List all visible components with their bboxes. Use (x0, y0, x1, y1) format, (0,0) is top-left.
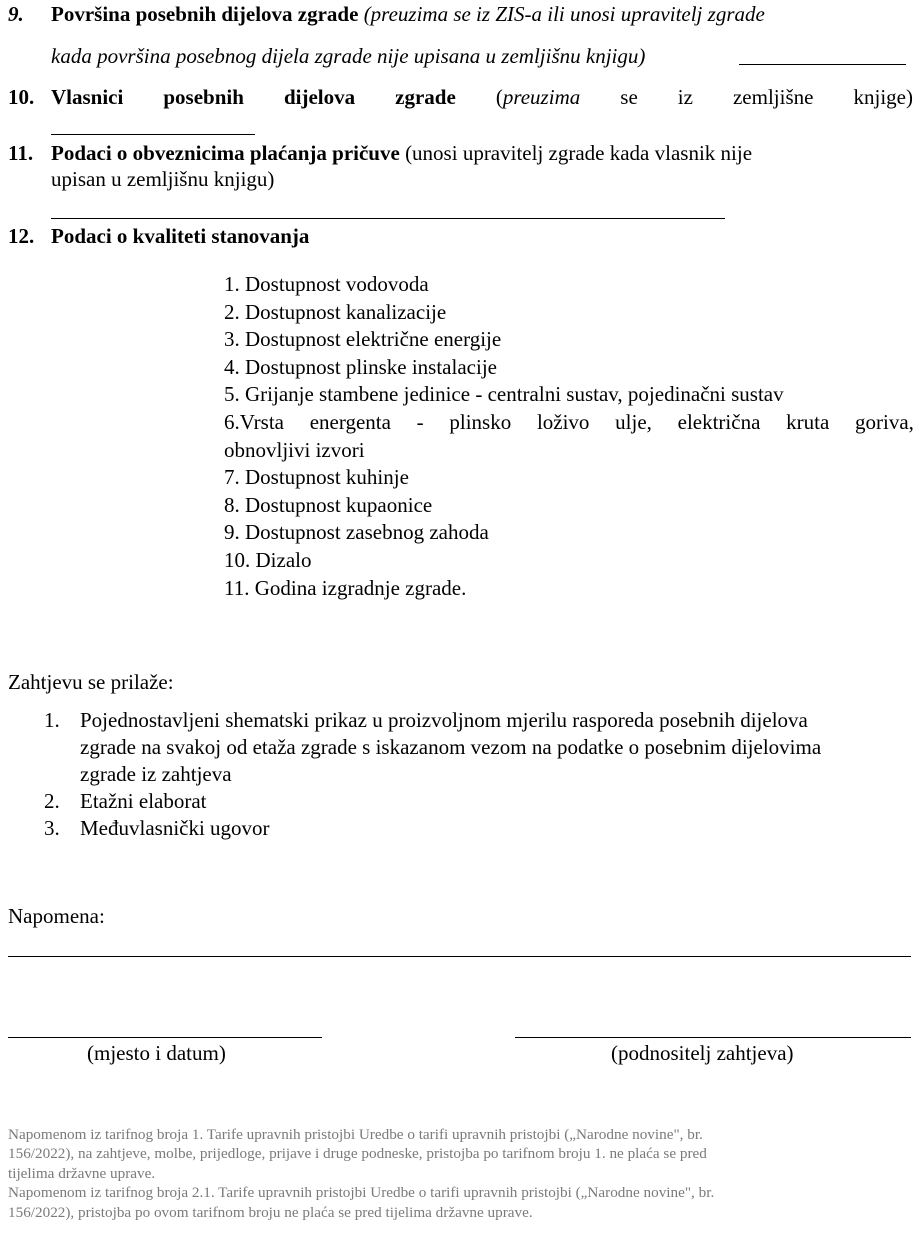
list-item: 4. Dostupnost plinske instalacije (224, 354, 497, 379)
attachments-heading: Zahtjevu se prilaže: (8, 670, 174, 694)
section-10-note-word: se (620, 85, 638, 109)
section-10-note-word: knjige) (853, 85, 913, 109)
footnotes (8, 1125, 868, 1222)
attachment-text: Pojednostavljeni shematski prikaz u proizvoljnom mjerilu rasporeda posebnih dijelova zgrade na svakoj od etaža zgrade s iskazanom vezom na podatke o posebnim dijelovima zgrade iz zahtjeva (80, 708, 822, 786)
section-10-title-word: dijelova (283, 85, 356, 109)
attachment-text: Etažni elaborat (80, 789, 207, 813)
list-item: 2. Dostupnost kanalizacije (224, 299, 447, 324)
section-11-input-line[interactable] (51, 218, 725, 219)
section-10-input-line[interactable] (51, 134, 255, 135)
list-item: 3. Dostupnost električne energije (224, 327, 502, 352)
section-11-number: 11. (8, 141, 34, 165)
section-10-note-word: iz (677, 85, 693, 109)
section-11-note: (unosi upravitelj zgrade kada vlasnik nije (405, 141, 753, 165)
section-10-note-start: (preuzima (495, 85, 581, 109)
attachment-text: Međuvlasnički ugovor (80, 816, 270, 840)
footnote-line: 156/2022), na zahtjeve, molbe, prijedloge, prijave i druge podneske, pristojba po tarifnom broju 1. ne plaća se pred (8, 1145, 707, 1163)
attachment-number: 1. (44, 708, 60, 732)
section-10-heading (51, 85, 913, 110)
section-9-input-line[interactable] (739, 64, 906, 65)
note-input-line[interactable] (8, 956, 911, 957)
section-9-title: Površina posebnih dijelova zgrade (51, 2, 359, 26)
section-10-note-word: zemljišne (732, 85, 814, 109)
list-item: 10. Dizalo (224, 547, 312, 572)
attachment-number: 2. (44, 789, 60, 813)
housing-quality-list (224, 271, 914, 602)
attachment-item (44, 815, 920, 842)
attachment-item (44, 788, 920, 815)
section-11-title: Podaci o obveznicima plaćanja pričuve (51, 141, 400, 165)
section-9-heading (51, 2, 765, 27)
list-item: 8. Dostupnost kupaonice (224, 492, 433, 517)
list-item: 6.Vrsta energenta - plinsko loživo ulje, električna kruta goriva, (224, 409, 914, 434)
place-date-line[interactable] (8, 1037, 322, 1038)
section-10-title-word: Vlasnici (51, 85, 124, 109)
list-item: 1. Dostupnost vodovoda (224, 272, 429, 296)
section-11-heading (51, 141, 752, 166)
place-date-caption: (mjesto i datum) (87, 1041, 226, 1065)
attachment-number: 3. (44, 816, 60, 840)
section-11-note-line2: upisan u zemljišnu knjigu) (51, 167, 275, 191)
list-item: 11. Godina izgradnje zgrade. (224, 575, 467, 600)
list-item: 7. Dostupnost kuhinje (224, 465, 409, 490)
list-item: 5. Grijanje stambene jedinice - centralni sustav, pojedinačni sustav (224, 382, 784, 407)
footnote-line: 156/2022), pristojba po ovom tarifnom broju ne plaća se pred tijelima državne uprave. (8, 1203, 533, 1221)
section-12-title: Podaci o kvaliteti stanovanja (51, 224, 310, 248)
applicant-caption: (podnositelj zahtjeva) (611, 1041, 794, 1065)
section-9-note: (preuzima se iz ZIS-a ili unosi upravitelj zgrade (363, 2, 765, 26)
list-item: 9. Dostupnost zasebnog zahoda (224, 520, 489, 545)
section-9-number: 9. (8, 2, 24, 26)
attachment-item (44, 707, 920, 788)
note-label: Napomena: (8, 904, 105, 928)
section-10-title-word: posebnih (163, 85, 244, 109)
section-12-number: 12. (8, 224, 35, 248)
applicant-signature-line[interactable] (515, 1037, 911, 1038)
section-9-note-line2 (51, 44, 645, 69)
list-item-continuation: obnovljivi izvori (224, 437, 365, 462)
footnote-line: Napomenom iz tarifnog broja 2.1. Tarife upravnih pristojbi Uredbe o tarifi upravnih pristojbi („Narodne novine", br. (8, 1184, 715, 1202)
section-10-title-word: zgrade (395, 85, 456, 109)
footnote-line: Napomenom iz tarifnog broja 1. Tarife upravnih pristojbi Uredbe o tarifi upravnih pristojbi („Narodne novine", br. (8, 1126, 703, 1143)
footnote-line: tijelima državne uprave. (8, 1164, 156, 1182)
section-9-note-text: kada površina posebnog dijela zgrade nije upisana u zemljišnu knjigu) (51, 44, 646, 68)
attachments-list (44, 707, 920, 842)
section-10-number: 10. (8, 85, 35, 109)
